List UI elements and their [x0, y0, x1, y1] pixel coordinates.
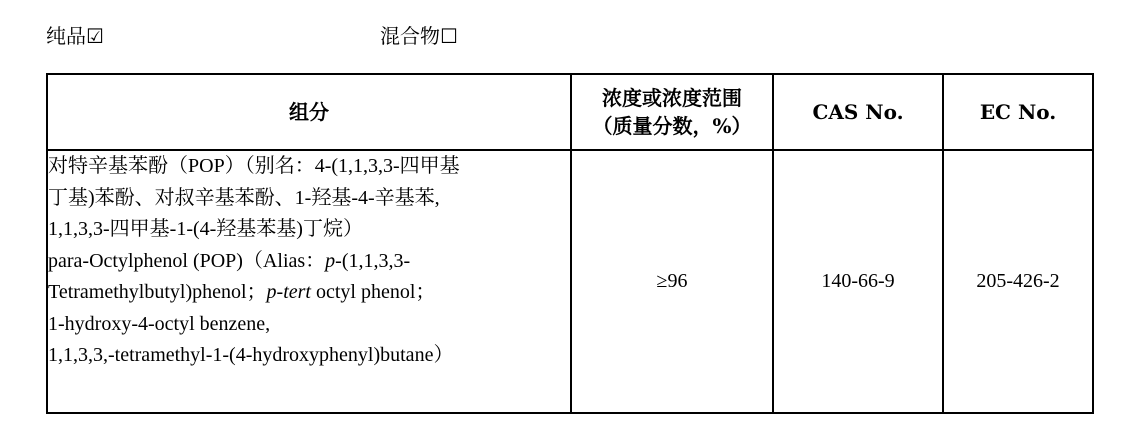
- table-header-row: [47, 74, 1093, 150]
- name-line: 对特辛基苯酚（POP）（别名：4-(1,1,3,3-四甲基: [48, 155, 460, 177]
- column-header-concentration: [571, 74, 773, 150]
- component-name-cell: [47, 150, 571, 413]
- unchecked-box-icon: ☐: [440, 24, 458, 48]
- name-line: 1-hydroxy-4-octyl benzene,: [48, 312, 271, 335]
- checked-box-icon: ☑: [86, 24, 104, 48]
- concentration-header-line2: （质量分数，%）: [592, 114, 752, 138]
- name-line: Tetramethylbutyl)phenol；p-tert octyl phenol；: [48, 281, 436, 303]
- composition-table: [46, 73, 1094, 414]
- name-line: 1,1,3,3,-tetramethyl-1-(4-hydroxyphenyl)butane）: [48, 344, 454, 366]
- name-line: 1,1,3,3-四甲基-1-(4-羟基苯基)丁烷）: [48, 218, 363, 240]
- column-header-cas: CAS No.: [773, 74, 943, 150]
- cas-number-cell: 140-66-9: [773, 150, 943, 413]
- pure-substance-option: [46, 22, 104, 50]
- mixture-option: [380, 22, 458, 50]
- pure-substance-label: 纯品: [46, 24, 86, 48]
- concentration-header-line1: 浓度或浓度范围: [602, 86, 742, 110]
- name-line: para-Octylphenol (POP)（Alias：p-(1,1,3,3-: [48, 249, 411, 272]
- mixture-label: 混合物: [380, 24, 440, 48]
- column-header-component: 组分: [47, 74, 571, 150]
- name-line: 丁基)苯酚、对叔辛基苯酚、1-羟基-4-辛基苯,: [48, 186, 440, 209]
- concentration-cell: ≥96: [571, 150, 773, 413]
- ec-number-cell: 205-426-2: [943, 150, 1093, 413]
- table-row: [47, 150, 1093, 413]
- column-header-ec: EC No.: [943, 74, 1093, 150]
